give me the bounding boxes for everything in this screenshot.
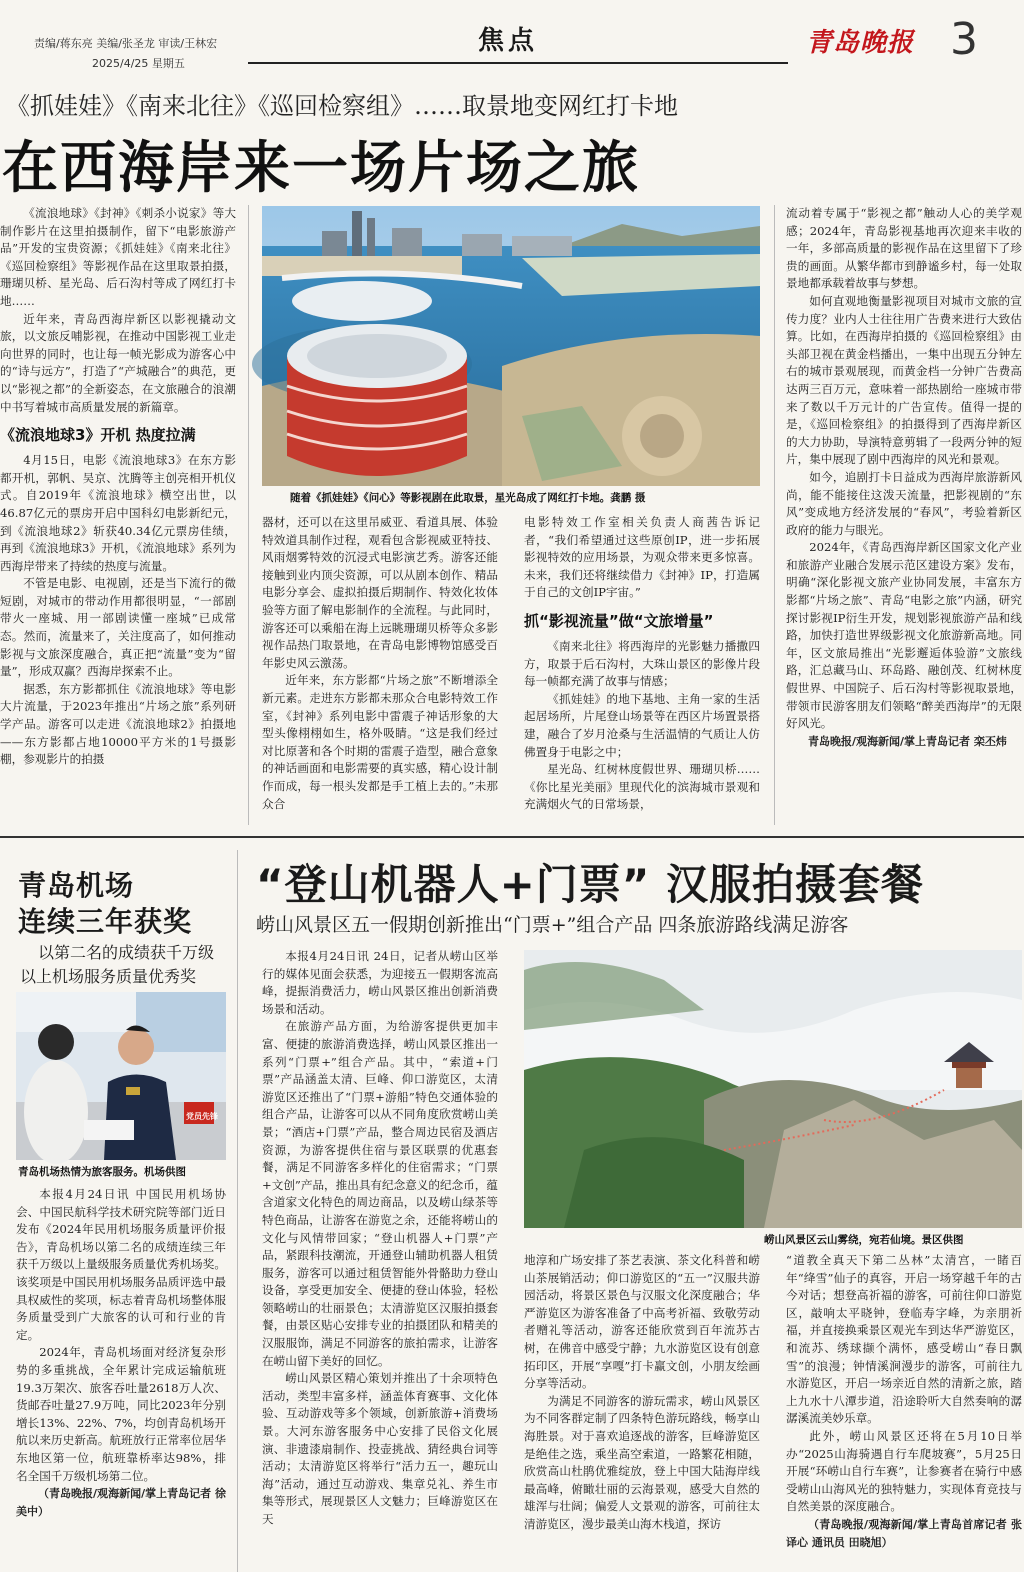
- story1-column-3: [524, 514, 760, 826]
- story1-para: 如何直观地衡量影视项目对城市文旅的宣传力度？业内人士往往用广告费来进行大致估算。比如，在西海岸拍摄的《巡回检察组》由头部卫视在黄金档播出，一集中出现五分钟左右的城市景观展现，而黄金档一分钟广告费高达两三百万元，意味着一部热剧给一座城市带来了数以千万元计的广告宣传。值得一提的是，《巡回检察组》的拍摄得到了西海岸新区的大力协助，导演特意剪辑了一段两分钟的短片，集中展现了剧中西海岸的风光和景观。: [786, 293, 1022, 467]
- airport-headline-line2: 连续三年获奖: [18, 905, 193, 938]
- photo-star-island: [262, 206, 760, 486]
- airport-subhead-line2: 以上机场服务质量优秀奖: [20, 967, 197, 986]
- story1-column-4: [786, 205, 1022, 827]
- airport-service-illustration: [16, 992, 226, 1160]
- column-divider: [248, 205, 249, 825]
- laoshan-para: 本报4月24日讯 24日，记者从崂山区举行的媒体见面会获悉，为迎接五一假期客流高峰，提振消费活力，崂山风景区推出创新消费场景和活动。: [262, 949, 498, 1016]
- star-island-illustration: [262, 206, 760, 486]
- story1-para: 近年来，东方影都“片场之旅”不断增添全新元素。走进东方影都未那众合电影特效工作室，《封神》系列电影中雷震子神话形象的大型头像栩栩如生，格外吸睛。“这是我们经过对比原著和各个时期的雷震子造型，融合意象的神话画面和电影需要的真实感，精心设计制作而成，每一根头发都是手工植上去的。”未那众合: [262, 673, 498, 811]
- section-rule: [0, 836, 1024, 838]
- story1-para: 星光岛、红树林度假世界、珊瑚贝桥……《你比星光美丽》里现代化的滨海城市景观和充满烟火气的日常场景，: [524, 762, 760, 812]
- header-rule-left: [248, 62, 788, 64]
- editors-line: 责编/蒋东亮 美编/张圣龙 审读/王林宏: [34, 37, 218, 50]
- story1-para: 《流浪地球》《封神》《刺杀小说家》等大制作影片在这里拍摄制作，留下“电影旅游产品”开发的宝贵资源；《抓娃娃》《南来北往》《巡回检察组》等影视作品在这里取景拍摄，珊瑚贝桥、星光岛、后石沟村等成了网红打卡地……: [0, 206, 236, 308]
- laoshan-para: 崂山风景区精心策划并推出了十余项特色活动，类型丰富多样，涵盖体育赛事、文化体验、互动游戏等多个领域，创新旅游+消费场景。大河东游客服务中心安排了民俗文化展演、非遗漆扇制作、投壶挑战、猜经典台词等活动；太清游览区将举行“活力五一，趣玩山海”活动，通过互动游戏、集章兑礼、养生市集等形式，展现景区人文魅力；巨峰游览区在天: [262, 1371, 498, 1526]
- paper-logo: 青岛晚报: [806, 28, 915, 58]
- story1-para: 《南来北往》将西海岸的光影魅力播撒四方，取景于后石沟村，大珠山景区的影像片段每一帧都充满了故事与情感；: [524, 638, 760, 689]
- airport-byline: （青岛晚报/观海新闻/掌上青岛记者 徐美中）: [16, 1487, 226, 1518]
- story1-para: 流动着专属于“影视之都”触动人心的美学观感；2024年，青岛影视基地再次迎来丰收的一年，多部高质量的影视作品在这里留下了珍贵的画面。从繁华都市到静谧乡村，每一处取景地都承载着故事与梦想。: [786, 206, 1022, 291]
- photo-airport-service: [16, 992, 226, 1160]
- story1-subhead-1: 《流浪地球3》开机 热度拉满: [0, 426, 196, 445]
- photo-laoshan: [524, 950, 1022, 1228]
- airport-subhead-line1: 以第二名的成绩获千万级: [38, 943, 215, 962]
- laoshan-column-1: [262, 948, 498, 1572]
- laoshan-para: 此外，崂山风景区还将在5月10日举办“2025山海骑遇自行车爬坡赛”，5月25日开展“环崂山自行车赛”，让参赛者在骑行中感受崂山山海风光的独特魅力，实现体育竞技与自然美景的深度融合。: [786, 1428, 1022, 1514]
- photo-caption-laoshan: 崂山风景区云山雾绕，宛若仙境。景区供图: [764, 1234, 964, 1246]
- story1-para: 2024年，《青岛西海岸新区国家文化产业和旅游产业融合发展示范区建设方案》发布，明确“深化影视文旅产业协同发展，丰富东方影都“片场之旅”、青岛“电影之旅”内涵，研究探讨影视IP衍生开发，规划影视旅游产品和线路，加快打造世界级影视文化旅游新高地。同年，区文旅局推出“光影邂逅体验游”文旅线路，汇总藏马山、环岛路、融创茂、红树林度假世界、中国院子、后石沟村等影视取景地，带领市民游客朋友们领略“醉美西海岸”的无限好风光。: [786, 540, 1022, 731]
- laoshan-para: 地淳和广场安排了茶艺表演、茶文化科普和崂山茶展销活动；仰口游览区的“五一”汉服共游园活动，将景区景色与汉服文化深度融合；华严游览区为游客准备了中高考祈福、致敬劳动者赠礼等活动，游客还能欣赏到百年流苏古树，在佛音中感受宁静；九水游览区设有创意拓印区，开展“享嘎”打卡赢文创，小朋友绘画分享等活动。: [524, 1253, 760, 1391]
- laoshan-para: 为满足不同游客的游玩需求，崂山风景区为不同客群定制了四条特色游玩路线，畅享山海胜景。对于喜欢追逐战的游客，巨峰游览区是绝佳之选，乘坐高空索道，一路繁花相随，欣赏高山杜鹃优雅绽放，登上中国大陆海岸线最高峰，俯瞰壮丽的云海景观，感受大自然的雄浑与壮阔；偏爱人文景观的游客，可前往太清游览区，漫步最美山海木栈道，探访: [524, 1393, 760, 1531]
- sign-text-badge: 党员先锋: [186, 1112, 218, 1121]
- story1-kicker: 《抓娃娃》《南来北往》《巡回检察组》……取景地变网红打卡地: [6, 92, 678, 120]
- story1-para: 《抓娃娃》的地下基地、主角一家的生活起居场所，片尾登山场景等在西区片场置景搭建，融合了岁月沧桑与生活温情的气质让人仿佛置身于电影之中；: [524, 691, 760, 759]
- laoshan-byline: （青岛晚报/观海新闻/掌上青岛首席记者 张译心 通讯员 田晓旭）: [786, 1517, 1022, 1549]
- story1-para: 器材，还可以在这里吊威亚、看道具展、体验特效道具制作过程，观看包含影视威亚特技、风雨烟雾特效的沉浸式电影演艺秀。游客还能接触到业内顶尖资源，可以从剧本创作、精品电影分享会、虚拟拍摄后期制作、特效化妆体验等方面了解电影制作的全流程。与此同时，游客还可以乘船在海上远眺珊瑚贝桥等众多影视作品热门取景地，在青岛电影博物馆感受百年影史风云激荡。: [262, 515, 498, 670]
- story1-headline: 在西海岸来一场片场之旅: [2, 136, 640, 201]
- column-divider: [774, 205, 775, 825]
- laoshan-subhead: 崂山风景区五一假期创新推出“门票+”组合产品 四条旅游路线满足游客: [256, 914, 849, 936]
- story1-column-2: [262, 514, 498, 826]
- story1-para: 电影特效工作室相关负责人商茜告诉记者，“我们希望通过这些原创IP，进一步拓展影视特效的应用场景，为观众带来更多惊喜。未来，我们还将继续借力《封神》IP，打造属于自己的文创IP宇宙。”: [524, 515, 760, 600]
- laoshan-column-3: [786, 1252, 1022, 1572]
- laoshan-headline: “登山机器人+门票” 汉服拍摄套餐: [256, 860, 925, 909]
- story1-column-1: [0, 205, 236, 825]
- story1-subhead-2: 抓“影视流量”做“文旅增量”: [524, 611, 714, 630]
- story1-para: 4月15日，电影《流浪地球3》在东方影都开机，郭帆、吴京、沈腾等主创亮相开机仪式。自2019年《流浪地球》横空出世，以46.87亿元的票房开启中国科幻电影新纪元，到《流浪地球2》斩获40.34亿元票房佳绩，再到《流浪地球3》开机，《流浪地球》系列为西海岸带来了持续的热度与流量。: [0, 453, 236, 573]
- story1-para: 近年来，青岛西海岸新区以影视撬动文旅，以文旅反哺影视，在推动中国影视工业走向世界的同时，也让每一帧光影成为游客心中的“诗与远方”，打造了“产城融合”的典范，更以“影视之都”的全新姿态，在文旅融合的浪潮中书写着城市高质量发展的新篇章。: [0, 311, 236, 414]
- story1-para: 如今，追剧打卡日益成为西海岸旅游新风尚，能不能接住这泼天流量，把影视剧的“东风”变成地方经济发展的“春风”，考验着新区政府的能力与眼光。: [786, 469, 1022, 537]
- story1-para: 不管是电影、电视剧，还是当下流行的微短剧，对城市的带动作用都很明显，“一部剧带火一座城、用一部剧读懂一座城”已成常态。然而，流量来了，关注度高了，如何推动影视与文旅深度融合，真正把“流量”变为“留量”，形成双赢？西海岸探索不止。: [0, 576, 236, 679]
- laoshan-mountain-illustration: [524, 950, 1022, 1228]
- airport-story-box: [0, 850, 238, 1572]
- laoshan-para: “道教全真天下第二丛林”太清宫，一睹百年“绛雪”仙子的真容，开启一场穿越千年的古今对话；想登高祈福的游客，可前往仰口游览区，敲响太平晓钟，登临寿字峰，为亲朋祈福，并直接换乘景区观光车到达华严游览区，和流苏、绣球撷个满怀，感受崂山“春日飘雪”的浪漫；钟情溪涧漫步的游客，可前往九水游览区，开启一场亲近自然的清新之旅，踏上九水十八潭步道，沿途聆听大自然奏响的潺潺溪流美妙乐章。: [786, 1253, 1022, 1426]
- airport-para: 本报4月24日讯 中国民用机场协会、中国民航科学技术研究院等部门近日发布《2024年民用机场服务质量评价报告》，青岛机场以第二名的成绩连续三年获千万级以上量级服务质量优秀机场奖。该奖项是中国民用机场服务品质评选中最具权威性的奖项，标志着青岛机场整体服务质量受到广大旅客的认可和行业的肯定。: [16, 1187, 226, 1342]
- photo-caption-star-island: 随着《抓娃娃》《问心》等影视剧在此取景，星光岛成了网红打卡地。龚鹏 摄: [290, 492, 646, 504]
- story1-para: 据悉，东方影都抓住《流浪地球》等电影大片流量，于2023年推出“片场之旅”系列研学产品。游客可以走进《流浪地球2》拍摄地——东方影都占地10000平方米的1号摄影棚，参观影片的拍摄: [0, 681, 236, 767]
- airport-body: [16, 1186, 226, 1518]
- airport-para: 2024年，青岛机场面对经济复杂形势的多重挑战，全年累计完成运输航班19.3万架次、旅客吞吐量2618万人次、货邮吞吐量27.9万吨，同比2023年分别增长13%、22%、7%，均创青岛机场开航以来历史新高。航班放行正常率位居华东地区第一位，航班靠桥率达98%，排名全国千万级机场第二位。: [16, 1345, 226, 1483]
- airport-headline-line1: 青岛机场: [18, 869, 135, 902]
- laoshan-para: 在旅游产品方面，为给游客提供更加丰富、便捷的旅游消费选择，崂山风景区推出一系列“门票+”组合产品。其中，“索道+门票”产品涵盖太清、巨峰、仰口游览区，太清游览区还推出了“门票+游船”特色交通体验的组合产品，让游客可以从不同角度欣赏崂山美景；“酒店+门票”产品，整合周边民宿及酒店资源，为游客提供住宿与景区联票的优惠套餐，满足不同游客多样化的住宿需求；“门票+文创”产品，推出具有纪念意义的纪念币，蕴含道家文化特色的周边商品，以及崂山绿茶等特色商品，让游客在游览之余，还能将崂山的文化与风情带回家；“登山机器人+门票”产品，紧跟科技潮流，开通登山辅助机器人租赁服务，游客可以通过租赁智能外骨骼助力登山设备，享受更加安全、便捷的登山体验，轻松领略崂山的壮丽景色；太清游览区汉服拍摄套餐，由景区贴心安排专业的拍摄团队和精美的汉服服饰，满足不同游客的旅拍需求，让游客在崂山留下美好的回忆。: [262, 1019, 498, 1368]
- section-title: 焦点: [478, 26, 539, 56]
- laoshan-column-2: [524, 1252, 760, 1572]
- issue-date: 2025/4/25 星期五: [92, 57, 185, 70]
- photo-caption-airport: 青岛机场热情为旅客服务。机场供图: [18, 1166, 186, 1178]
- story1-byline: 青岛晚报/观海新闻/掌上青岛记者 栾丕炜: [808, 734, 1007, 748]
- page-number: 3: [950, 14, 978, 65]
